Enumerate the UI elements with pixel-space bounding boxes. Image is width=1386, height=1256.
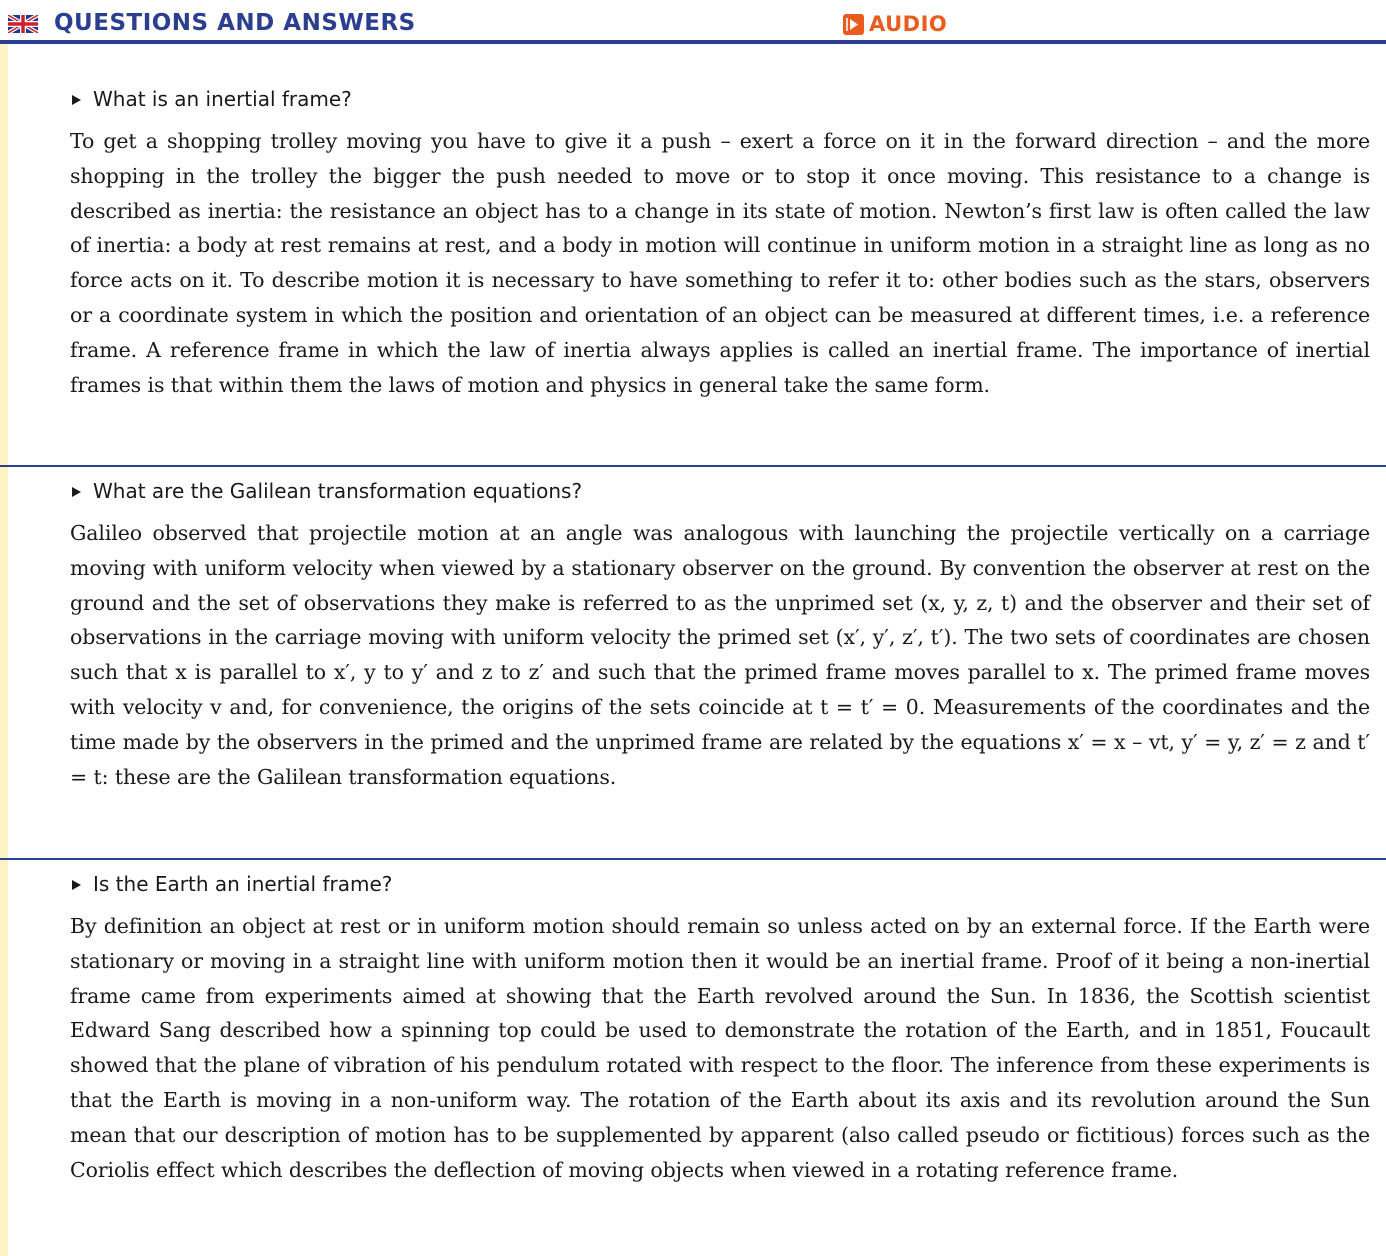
bullet-triangle-icon [72,487,81,497]
uk-flag-icon [8,15,38,33]
question-heading: What are the Galilean transformation equations? [72,476,1370,506]
answer-text: To get a shopping trolley moving you have to give it a push – exert a force on it in the forward direction – and the more shopping in the trolley the bigger the push needed to move or to stop it once moving. This resistance to a change is described as inertia: the resistance an object has to a change in its state of motion. Newton’s first law is often called the law of inertia: a body at rest remains at rest, and a body in motion will continue in uniform motion in a straight line as long as no force acts on it. To describe motion it is necessary to have something to refer it to: other bodies such as the stars, observers or a coordinate system in which the position and orientation of an object can be measured at different times, i.e. a reference frame. A reference frame in which the law of inertia always applies is called an inertial frame. The importance of inertial frames is that within them the laws of motion and physics in general take the same form. [70,129,1370,397]
qa-section-galilean-transformation [70,476,1370,794]
audio-play-icon[interactable] [843,14,864,35]
answer-text: By definition an object at rest or in uniform motion should remain so unless acted on by an external force. If the Earth were stationary or moving in a straight line with uniform motion then it would be an inertial frame. Proof of it being a non-inertial frame came from experiments aimed at showing that the Earth revolved around the Sun. In 1836, the Scottish scientist Edward Sang described how a spinning top could be used to demonstrate the rotation of the Earth, and in 1851, Foucault showed that the plane of vibration of his pendulum rotated with respect to the floor. The inference from these experiments is that the Earth is moving in a non-uniform way. The rotation of the Earth about its axis and its revolution around the Sun mean that our description of motion has to be supplemented by apparent (also called pseudo or fictitious) forces such as the Coriolis effect which describes the deflection of moving objects when viewed in a rotating reference frame. [70,914,1370,1182]
page-margin-strip [0,0,8,1256]
bullet-triangle-icon [72,880,81,890]
qa-section-inertial-frame [70,84,1370,402]
answer-text: Galileo observed that projectile motion at an angle was analogous with launching the projectile vertically on a carriage moving with uniform velocity when viewed by a stationary observer on the ground. By convention the observer at rest on the ground and the set of observations they make is referred to as the unprimed set (x, y, z, t) and the observer and their set of observations in the carriage moving with uniform velocity the primed set (x′, y′, z′, t′). The two sets of coordinates are chosen such that x is parallel to x′, y to y′ and z to z′ and such that the primed frame moves parallel to x. The primed frame moves with velocity v and, for convenience, the origins of the sets coincide at t = t′ = 0. Measurements of the coordinates and the time made by the observers in the primed and the unprimed frame are related by the equations x′ = x – vt, y′ = y, z′ = z and t′ = t: these are the Galilean transformation equations. [70,521,1370,789]
section-header [0,0,1386,44]
question-heading: What is an inertial frame? [72,84,1370,114]
section-divider [0,465,1386,467]
header-title: QUESTIONS AND ANSWERS [54,10,416,36]
audio-button[interactable] [843,12,947,36]
audio-label[interactable]: AUDIO [869,12,948,36]
section-divider [0,858,1386,860]
qa-section-earth-inertial-frame [70,869,1370,1187]
bullet-triangle-icon [72,95,81,105]
question-heading: Is the Earth an inertial frame? [72,869,1370,899]
